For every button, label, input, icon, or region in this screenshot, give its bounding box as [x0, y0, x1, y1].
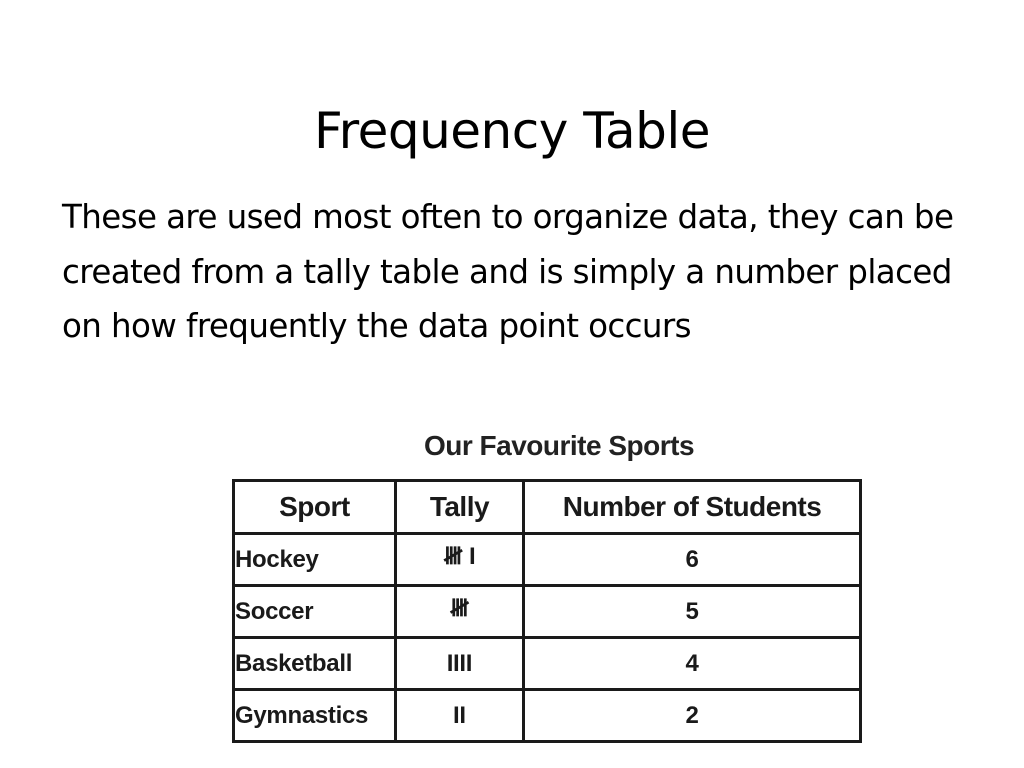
- frequency-table: [232, 479, 862, 743]
- table-row: [234, 690, 861, 742]
- table-row: [234, 586, 861, 638]
- sport-cell: Soccer: [234, 586, 396, 638]
- sport-cell: Basketball: [234, 638, 396, 690]
- sport-cell: Hockey: [234, 534, 396, 586]
- tally-cell: 𝍸 I: [395, 534, 523, 586]
- count-cell: 5: [524, 586, 861, 638]
- frequency-table-container: [232, 479, 864, 739]
- tally-cell: 𝍸: [395, 586, 523, 638]
- slide-title: Frequency Table: [314, 101, 710, 160]
- table-header-row: [234, 481, 861, 534]
- column-header-number-of-students: Number of Students: [524, 481, 861, 534]
- column-header-sport: Sport: [234, 481, 396, 534]
- table-row: [234, 534, 861, 586]
- sport-cell: Gymnastics: [234, 690, 396, 742]
- column-header-tally: Tally: [395, 481, 523, 534]
- table-caption: Our Favourite Sports: [423, 430, 695, 461]
- table-row: [234, 638, 861, 690]
- tally-cell: IIII: [395, 638, 523, 690]
- count-cell: 6: [524, 534, 861, 586]
- count-cell: 2: [524, 690, 861, 742]
- slide-body-text: These are used most often to organize data, they can be created from a tally table and is simply a number placed on how frequently the data point occurs: [62, 198, 954, 345]
- count-cell: 4: [524, 638, 861, 690]
- tally-cell: II: [395, 690, 523, 742]
